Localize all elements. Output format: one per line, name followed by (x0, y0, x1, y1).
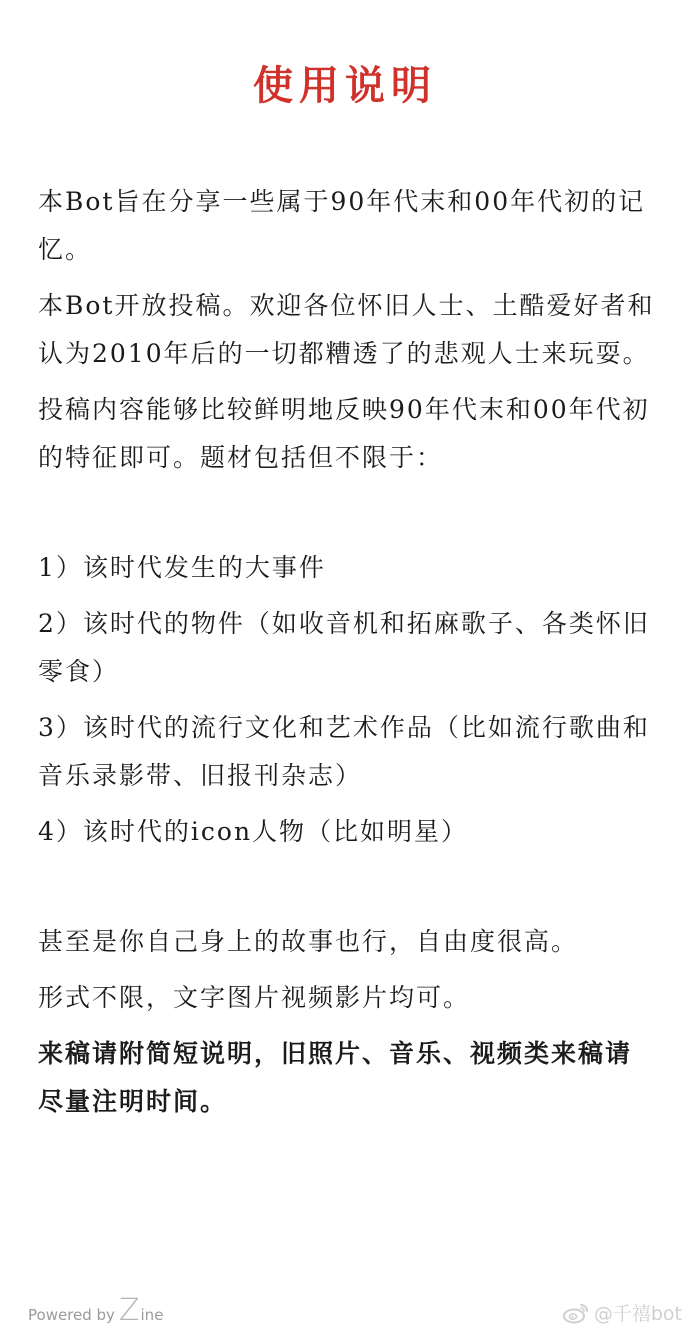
intro-paragraph: 本Bot旨在分享一些属于90年代末和00年代初的记忆。 (38, 187, 646, 264)
list-item: 4）该时代的icon人物（比如明星） (38, 817, 469, 846)
freedom-paragraph: 甚至是你自己身上的故事也行，自由度很高。 (38, 927, 579, 956)
topic-list (38, 544, 656, 856)
instructions-body (38, 178, 656, 1134)
topics-paragraph: 投稿内容能够比较鲜明地反映90年代末和00年代初的特征即可。题材包括但不限于： (38, 395, 650, 472)
page-title: 使用说明 (253, 62, 437, 109)
powered-by-footer (28, 1293, 164, 1328)
submission-paragraph: 本Bot开放投稿。欢迎各位怀旧人士、土酷爱好者和认为2010年后的一切都糟透了的悲观人士来玩耍。 (38, 291, 655, 368)
list-item: 3）该时代的流行文化和艺术作品（比如流行歌曲和音乐录影带、旧报刊杂志） (38, 713, 650, 790)
list-item: 1）该时代发生的大事件 (38, 553, 326, 582)
zine-logo-z: Z (118, 1293, 140, 1328)
weibo-account: @千禧bot (593, 1303, 682, 1325)
spacer (38, 864, 656, 918)
spacer (38, 490, 656, 544)
weibo-watermark (562, 1299, 682, 1326)
format-paragraph: 形式不限，文字图片视频影片均可。 (38, 983, 471, 1012)
list-item: 2）该时代的物件（如收音机和拓麻歌子、各类怀旧零食） (38, 609, 650, 686)
bold-note: 来稿请附简短说明，旧照片、音乐、视频类来稿请尽量注明时间。 (38, 1039, 633, 1116)
weibo-logo-icon (562, 1302, 590, 1324)
zine-logo-rest: ine (140, 1306, 164, 1324)
powered-by-label: Powered by (28, 1306, 115, 1324)
